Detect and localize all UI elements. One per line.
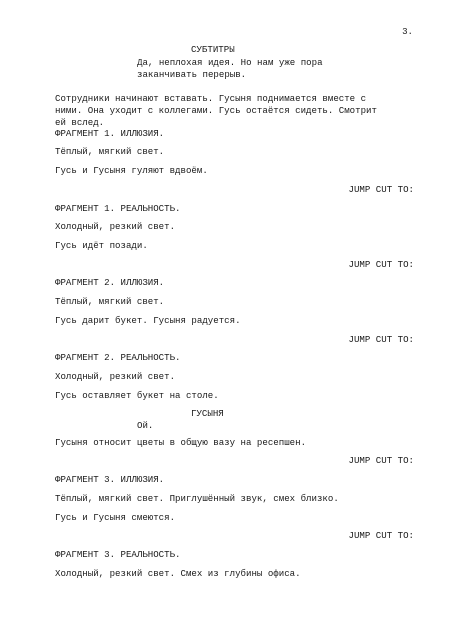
character-name: СУБТИТРЫ <box>191 44 235 55</box>
action-line: Холодный, резкий свет. <box>55 371 176 382</box>
action-line: Сотрудники начинают вставать. Гусыня поднимается вместе с <box>55 93 367 104</box>
action-line: Тёплый, мягкий свет. <box>55 296 165 307</box>
dialogue-line: Да, неплохая идея. Но нам уже пора <box>137 57 323 68</box>
action-line: ей вслед. <box>55 117 105 128</box>
character-name: ГУСЫНЯ <box>191 408 224 419</box>
scene-heading: ФРАГМЕНТ 3. ИЛЛЮЗИЯ. <box>55 474 165 485</box>
action-line: Тёплый, мягкий свет. <box>55 146 165 157</box>
action-line: Гусь идёт позади. <box>55 240 148 251</box>
transition: JUMP CUT TO: <box>348 455 414 466</box>
dialogue-line: заканчивать перерыв. <box>137 69 247 80</box>
scene-heading: ФРАГМЕНТ 1. ИЛЛЮЗИЯ. <box>55 128 165 139</box>
action-line: Гусь и Гусыня гуляют вдвоём. <box>55 165 208 176</box>
transition: JUMP CUT TO: <box>348 184 414 195</box>
scene-heading: ФРАГМЕНТ 3. РЕАЛЬНОСТЬ. <box>55 549 181 560</box>
transition: JUMP CUT TO: <box>348 259 414 270</box>
scene-heading: ФРАГМЕНТ 1. РЕАЛЬНОСТЬ. <box>55 203 181 214</box>
action-line: Гусь и Гусыня смеются. <box>55 512 176 523</box>
dialogue-line: Ой. <box>137 420 154 431</box>
action-line: Тёплый, мягкий свет. Приглушённый звук, смех близко. <box>55 493 339 504</box>
page-number: 3. <box>402 26 413 37</box>
action-line: Гусыня относит цветы в общую вазу на ресепшен. <box>55 437 307 448</box>
scene-heading: ФРАГМЕНТ 2. РЕАЛЬНОСТЬ. <box>55 352 181 363</box>
transition: JUMP CUT TO: <box>348 530 414 541</box>
scene-heading: ФРАГМЕНТ 2. ИЛЛЮЗИЯ. <box>55 277 165 288</box>
action-line: Холодный, резкий свет. Смех из глубины офиса. <box>55 568 301 579</box>
action-line: Холодный, резкий свет. <box>55 221 176 232</box>
transition: JUMP CUT TO: <box>348 334 414 345</box>
action-line: Гусь оставляет букет на столе. <box>55 390 219 401</box>
action-line: Гусь дарит букет. Гусыня радуется. <box>55 315 241 326</box>
action-line: ними. Она уходит с коллегами. Гусь остаётся сидеть. Смотрит <box>55 105 377 116</box>
